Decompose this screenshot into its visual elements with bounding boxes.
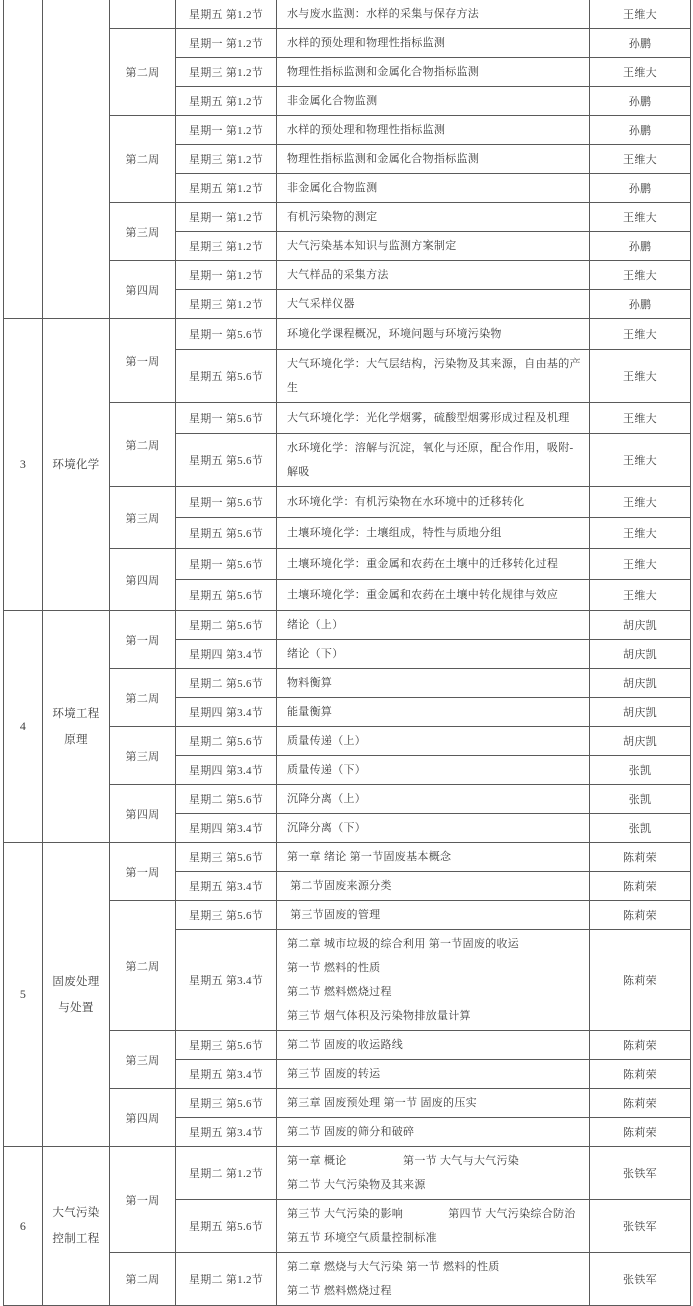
course-name-cell [43,319,110,610]
course-section [4,0,690,319]
course-name-line: 控制工程 [52,1233,100,1245]
lesson-content-cell [277,319,590,349]
lesson-content-cell [277,756,590,784]
day-period-cell: 星期四 第3.4节 [176,814,277,842]
week-cell [110,0,176,28]
lesson-rows [176,1031,690,1088]
teacher-cell: 张凯 [628,794,652,806]
day-period-cell: 星期四 第3.4节 [176,698,277,726]
course-name-cell [43,0,110,318]
lesson-content-line: 非金属化合物监测 [287,95,378,107]
lesson-content-line: 物理性指标监测和金属化合物指标监测 [287,153,480,165]
lesson-content-line: 第二节 大气污染物及其来源 [287,1179,426,1191]
course-number-cell: 5 [4,843,43,1146]
week-group [110,901,690,1031]
lesson-row [176,872,690,900]
lesson-content-line: 绪论（上） [287,619,344,631]
lesson-rows [176,1089,690,1146]
lesson-rows [176,403,690,486]
lesson-content-cell [277,785,590,813]
day-period-cell: 星期五 第5.6节 [176,1200,277,1252]
lesson-content-line: 大气污染基本知识与监测方案制定 [287,240,457,252]
day-period-cell: 星期五 第1.2节 [176,87,277,115]
day-period-cell: 星期三 第1.2节 [176,58,277,86]
week-cell: 第三周 [110,1031,176,1088]
lesson-content-cell [277,611,590,639]
week-cell: 第三周 [110,203,176,260]
day-period-cell: 星期一 第1.2节 [176,116,277,144]
lesson-content-line: 绪论（下） [287,648,344,660]
lesson-rows [176,319,690,402]
day-period-cell: 星期一 第5.6节 [176,403,277,433]
course-number-cell: 6 [4,1147,43,1305]
lesson-content-line: 有机污染物的测定 [287,211,378,223]
lesson-content-line: 土壤环境化学：重金属和农药在土壤中的迁移转化过程 [287,558,559,570]
lesson-content-cell [277,872,590,900]
week-group [110,1089,690,1146]
lesson-content-cell [277,518,590,548]
teacher-cell: 张凯 [628,823,652,835]
lesson-row [176,580,690,610]
lesson-content-line: 第二节 固废的筛分和破碎 [287,1126,415,1138]
course-number-cell: 4 [4,611,43,842]
lesson-rows [176,727,690,784]
day-period-cell: 星期四 第3.4节 [176,640,277,668]
week-cell: 第一周 [110,319,176,402]
lesson-content-cell [277,290,590,318]
lesson-content-line: 第一章 绪论 第一节固废基本概念 [287,851,452,863]
lesson-row [176,290,690,318]
teacher-cell: 陈莉荣 [623,1040,657,1052]
lesson-row [176,487,690,518]
day-period-cell: 星期三 第5.6节 [176,843,277,871]
day-period-cell: 星期五 第3.4节 [176,1060,277,1088]
week-group [110,843,690,901]
day-period-cell: 星期五 第5.6节 [176,350,277,402]
lesson-content-line: 土壤环境化学：土壤组成，特性与质地分组 [287,527,502,539]
week-group [110,669,690,727]
lesson-row [176,814,690,842]
course-name-line: 环境化学 [52,458,100,471]
lesson-row [176,434,690,486]
day-period-cell: 星期五 第1.2节 [176,174,277,202]
course-name-cell [43,1147,110,1305]
teacher-cell: 陈莉荣 [623,1098,657,1110]
lesson-rows [176,0,690,28]
teacher-cell: 王维大 [623,212,657,224]
day-period-cell: 星期二 第5.6节 [176,669,277,697]
teacher-cell: 胡庆凯 [623,649,657,661]
lesson-content-line: 第二节 燃料燃烧过程 [287,1285,392,1297]
lesson-content-line: 沉降分离（下） [287,822,367,834]
lesson-content-line: 大气样品的采集方法 [287,269,389,281]
lesson-row [176,930,690,1030]
day-period-cell: 星期二 第5.6节 [176,611,277,639]
lesson-row [176,669,690,698]
week-cell: 第二周 [110,1253,176,1305]
week-cell: 第一周 [110,1147,176,1252]
lesson-content-cell [277,1147,590,1199]
day-period-cell: 星期三 第1.2节 [176,232,277,260]
lesson-rows [176,669,690,726]
teacher-cell: 孙鹏 [628,96,652,108]
day-period-cell: 星期五 第5.6节 [176,518,277,548]
week-cell: 第二周 [110,403,176,486]
lesson-row [176,1118,690,1146]
teacher-cell: 胡庆凯 [623,736,657,748]
teacher-cell: 王维大 [623,559,657,571]
week-groups [110,843,690,1146]
lesson-content-line: 土壤环境化学：重金属和农药在土壤中转化规律与效应 [287,589,559,601]
lesson-content-line: 大气环境化学：大气层结构，污染物及其来源，自由基的产生 [287,358,581,394]
week-groups [110,1147,690,1305]
lesson-row [176,87,690,115]
lesson-rows [176,611,690,668]
week-cell: 第三周 [110,727,176,784]
lesson-row [176,640,690,668]
week-cell: 第二周 [110,29,176,115]
lesson-content-cell [277,669,590,697]
teacher-cell: 张铁军 [623,1274,657,1286]
lesson-row [176,403,690,434]
lesson-row [176,611,690,640]
lesson-content-line: 第二节 燃料燃烧过程 [287,986,392,998]
course-name-cell [43,843,110,1146]
teacher-cell: 王维大 [623,413,657,425]
lesson-row [176,0,690,28]
lesson-rows [176,261,690,318]
week-cell: 第四周 [110,549,176,610]
course-section [4,319,690,611]
lesson-content-cell [277,232,590,260]
lesson-content-line: 大气环境化学：光化学烟雾，硫酸型烟雾形成过程及机理 [287,412,570,424]
week-groups [110,611,690,842]
week-cell: 第四周 [110,261,176,318]
teacher-cell: 胡庆凯 [623,620,657,632]
lesson-content-line: 第一节 燃料的性质 [287,962,381,974]
teacher-cell: 王维大 [623,590,657,602]
week-groups [110,319,690,610]
lesson-content-line: 水环境化学：溶解与沉淀，氧化与还原，配合作用，吸附-解吸 [287,442,574,478]
week-group [110,1147,690,1253]
day-period-cell: 星期一 第5.6节 [176,319,277,349]
lesson-rows [176,1253,690,1305]
lesson-content-cell [277,116,590,144]
week-group [110,116,690,203]
lesson-content-cell [277,174,590,202]
teacher-cell: 孙鹏 [628,125,652,137]
lesson-content-cell [277,698,590,726]
lesson-content-line: 第三节 固废的转运 [287,1068,381,1080]
teacher-cell: 王维大 [623,9,657,21]
week-group [110,319,690,403]
day-period-cell: 星期三 第5.6节 [176,1031,277,1059]
day-period-cell: 星期二 第5.6节 [176,727,277,755]
lesson-row [176,29,690,58]
lesson-rows [176,116,690,202]
week-group [110,611,690,669]
teacher-cell: 张铁军 [623,1168,657,1180]
teacher-cell: 王维大 [623,528,657,540]
lesson-content-line: 水与废水监测：水样的采集与保存方法 [287,8,480,20]
day-period-cell: 星期一 第5.6节 [176,549,277,579]
lesson-content-cell [277,1031,590,1059]
lesson-content-cell [277,403,590,433]
teacher-cell: 胡庆凯 [623,707,657,719]
teacher-cell: 王维大 [623,371,657,383]
lesson-content-cell [277,0,590,28]
lesson-content-cell [277,549,590,579]
course-section [4,1147,690,1306]
lesson-row [176,756,690,784]
course-name-line: 与处置 [58,1001,94,1014]
lesson-content-line: 质量传递（下） [287,764,367,776]
teacher-cell: 陈莉荣 [623,1127,657,1139]
day-period-cell: 星期五 第5.6节 [176,580,277,610]
teacher-cell: 王维大 [623,329,657,341]
week-group [110,203,690,261]
teacher-cell: 王维大 [623,497,657,509]
teacher-cell: 胡庆凯 [623,678,657,690]
week-group [110,0,690,29]
course-name-line: 环境工程 [52,707,100,720]
lesson-content-cell [277,1253,590,1305]
course-number-cell [4,0,43,318]
week-group [110,487,690,549]
day-period-cell: 星期一 第5.6节 [176,487,277,517]
teacher-cell: 孙鹏 [628,38,652,50]
lesson-content-cell [277,1118,590,1146]
week-cell: 第三周 [110,487,176,548]
course-name-line: 固废处理 [52,975,100,988]
lesson-content-line: 第二节固废来源分类 [287,880,392,892]
teacher-cell: 王维大 [623,270,657,282]
week-group [110,261,690,318]
week-cell: 第一周 [110,611,176,668]
lesson-content-cell [277,87,590,115]
teacher-cell: 陈莉荣 [623,852,657,864]
lesson-row [176,727,690,756]
lesson-content-cell [277,58,590,86]
lesson-content-cell [277,580,590,610]
lesson-content-line: 第三章 固废预处理 第一节 固废的压实 [287,1097,477,1109]
course-name-cell [43,611,110,842]
day-period-cell: 星期五 第3.4节 [176,872,277,900]
lesson-row [176,261,690,290]
teacher-cell: 王维大 [623,455,657,467]
lesson-row [176,1200,690,1252]
lesson-row [176,232,690,260]
lesson-rows [176,843,690,900]
teacher-cell: 王维大 [623,154,657,166]
teacher-cell: 陈莉荣 [623,881,657,893]
day-period-cell: 星期一 第1.2节 [176,203,277,231]
teacher-cell: 孙鹏 [628,299,652,311]
day-period-cell: 星期三 第5.6节 [176,901,277,929]
lesson-rows [176,29,690,115]
day-period-cell: 星期二 第1.2节 [176,1147,277,1199]
day-period-cell: 星期五 第1.2节 [176,0,277,28]
week-cell: 第四周 [110,785,176,842]
lesson-row [176,174,690,202]
lesson-row [176,203,690,232]
day-period-cell: 星期二 第1.2节 [176,1253,277,1305]
day-period-cell: 星期三 第5.6节 [176,1089,277,1117]
week-group [110,1253,690,1305]
day-period-cell: 星期一 第1.2节 [176,29,277,57]
lesson-content-line: 第五节 环境空气质量控制标准 [287,1232,437,1244]
lesson-content-cell [277,901,590,929]
lesson-row [176,1031,690,1060]
lesson-row [176,1147,690,1200]
lesson-row [176,785,690,814]
lesson-content-line: 质量传递（上） [287,735,367,747]
lesson-row [176,319,690,350]
week-group [110,403,690,487]
course-name-line: 原理 [64,733,88,746]
lesson-content-line: 第三节 烟气体积及污染物排放量计算 [287,1010,471,1022]
lesson-content-cell [277,640,590,668]
day-period-cell: 星期四 第3.4节 [176,756,277,784]
week-cell: 第二周 [110,116,176,202]
lesson-content-cell [277,1060,590,1088]
teacher-cell: 陈莉荣 [623,910,657,922]
day-period-cell: 星期三 第1.2节 [176,145,277,173]
day-period-cell: 星期五 第5.6节 [176,434,277,486]
week-cell: 第二周 [110,901,176,1030]
lesson-content-cell [277,843,590,871]
week-group [110,785,690,842]
lesson-content-cell [277,487,590,517]
day-period-cell: 星期五 第3.4节 [176,930,277,1030]
lesson-row [176,1089,690,1118]
day-period-cell: 星期一 第1.2节 [176,261,277,289]
schedule-table [3,0,691,1306]
lesson-row [176,518,690,548]
lesson-content-line: 水样的预处理和物理性指标监测 [287,124,446,136]
lesson-content-line: 物理性指标监测和金属化合物指标监测 [287,66,480,78]
lesson-content-cell [277,350,590,402]
lesson-content-line: 物料衡算 [287,677,333,689]
teacher-cell: 孙鹏 [628,241,652,253]
lesson-row [176,549,690,580]
lesson-row [176,843,690,872]
lesson-rows [176,785,690,842]
lesson-content-line: 第二节 固废的收运路线 [287,1039,404,1051]
week-group [110,727,690,785]
course-section [4,843,690,1147]
teacher-cell: 王维大 [623,67,657,79]
lesson-row [176,350,690,402]
teacher-cell: 张凯 [628,765,652,777]
lesson-content-cell [277,930,590,1030]
week-groups [110,0,690,318]
lesson-row [176,1253,690,1305]
week-group [110,1031,690,1089]
week-cell: 第四周 [110,1089,176,1146]
lesson-rows [176,549,690,610]
lesson-content-line: 第二章 城市垃圾的综合利用 第一节固废的收运 [287,938,520,950]
lesson-row [176,58,690,87]
lesson-rows [176,487,690,548]
day-period-cell: 星期五 第3.4节 [176,1118,277,1146]
day-period-cell: 星期二 第5.6节 [176,785,277,813]
week-cell: 第二周 [110,669,176,726]
lesson-content-line: 环境化学课程概况，环境问题与环境污染物 [287,328,502,340]
lesson-content-cell [277,203,590,231]
lesson-rows [176,901,690,1030]
course-section [4,611,690,843]
lesson-content-line: 非金属化合物监测 [287,182,378,194]
teacher-cell: 陈莉荣 [623,1069,657,1081]
lesson-content-line: 第三节 大气污染的影响 第四节 大气污染综合防治 [287,1208,576,1220]
lesson-content-line: 第一章 概论 第一节 大气与大气污染 [287,1155,520,1167]
course-number-cell: 3 [4,319,43,610]
lesson-content-cell [277,1089,590,1117]
lesson-content-cell [277,814,590,842]
lesson-row [176,1060,690,1088]
lesson-content-line: 能量衡算 [287,706,333,718]
lesson-rows [176,203,690,260]
teacher-cell: 孙鹏 [628,183,652,195]
lesson-content-line: 水样的预处理和物理性指标监测 [287,37,446,49]
lesson-content-line: 水环境化学：有机污染物在水环境中的迁移转化 [287,496,525,508]
course-name-line: 大气污染 [52,1207,100,1219]
lesson-row [176,901,690,930]
lesson-content-cell [277,1200,590,1252]
lesson-content-line: 沉降分离（上） [287,793,367,805]
lesson-content-cell [277,261,590,289]
day-period-cell: 星期三 第1.2节 [176,290,277,318]
lesson-content-cell [277,29,590,57]
week-group [110,549,690,610]
lesson-content-line: 第二章 燃烧与大气污染 第一节 燃料的性质 [287,1261,500,1273]
lesson-row [176,145,690,174]
lesson-rows [176,1147,690,1252]
week-cell: 第一周 [110,843,176,900]
teacher-cell: 陈莉荣 [623,975,657,987]
lesson-content-line: 大气采样仪器 [287,298,355,310]
lesson-content-cell [277,727,590,755]
lesson-row [176,698,690,726]
teacher-cell: 张铁军 [623,1221,657,1233]
lesson-content-line: 第三节固废的管理 [287,909,381,921]
week-group [110,29,690,116]
lesson-content-cell [277,145,590,173]
lesson-row [176,116,690,145]
lesson-content-cell [277,434,590,486]
